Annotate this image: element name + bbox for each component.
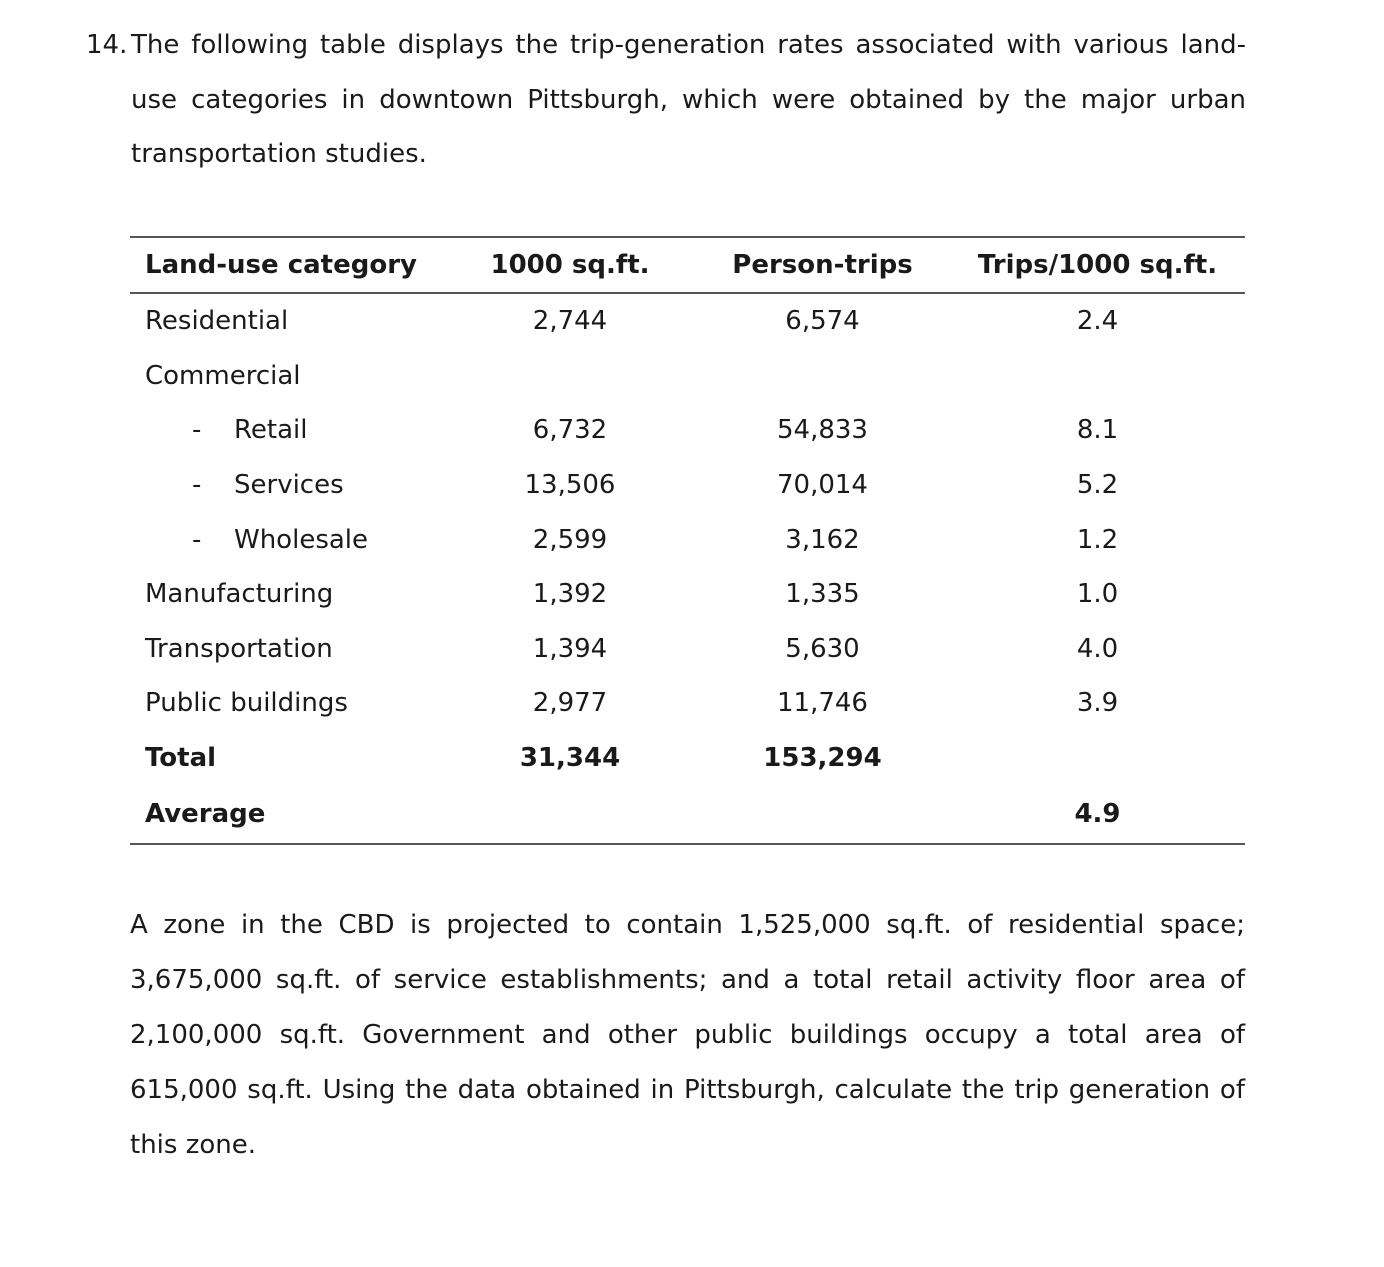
cell-area: 2,599 xyxy=(532,524,608,555)
cell-area: 13,506 xyxy=(524,470,616,501)
cell-category: Total xyxy=(145,743,217,774)
problem-statement: A zone in the CBD is projected to contain 1,525,000 sq.ft. of residential space; 3,675,000 sq.ft. of service establishments; and a total retail activity floor area of 2,100,000 sq.ft. Government and other public buildings occupy a total area of 615,000 sq.ft. Using the data obtained in Pittsburgh, calculate the trip generation of this zone. xyxy=(130,910,1245,1160)
cell-rate: 8.1 xyxy=(1076,415,1119,446)
cell-category-sub xyxy=(130,512,445,567)
cell-category: Wholesale xyxy=(234,524,369,555)
cell-area: 1,392 xyxy=(532,579,608,610)
cell-trips xyxy=(695,785,950,844)
cell-rate: 5.2 xyxy=(1076,470,1119,501)
cell-category: Commercial xyxy=(145,360,301,391)
trip-generation-table xyxy=(130,236,1245,845)
header-land-use: Land-use category xyxy=(145,250,417,280)
cell-rate: 1.0 xyxy=(1076,579,1119,610)
cell-area xyxy=(445,349,695,404)
table-row xyxy=(130,676,1245,731)
cell-rate: 4.9 xyxy=(1074,799,1121,830)
cell-rate: 2.4 xyxy=(1076,306,1119,337)
table-row xyxy=(130,567,1245,622)
question-number: 14. xyxy=(86,30,128,60)
cell-trips: 70,014 xyxy=(777,470,868,501)
cell-category: Residential xyxy=(145,306,289,337)
cell-trips: 3,162 xyxy=(785,524,860,555)
cell-category-sub xyxy=(130,458,445,513)
cell-rate: 1.2 xyxy=(1076,524,1119,555)
header-rate: Trips/1000 sq.ft. xyxy=(977,250,1218,280)
header-person-trips: Person-trips xyxy=(732,250,913,280)
sub-dash: - xyxy=(192,524,202,555)
table-header-row xyxy=(130,237,1245,293)
sub-dash: - xyxy=(192,470,202,501)
cell-area: 2,977 xyxy=(532,688,608,719)
cell-trips: 6,574 xyxy=(785,306,860,337)
cell-category: Retail xyxy=(234,415,308,446)
cell-trips: 153,294 xyxy=(763,743,882,774)
cell-category: Transportation xyxy=(145,633,333,664)
cell-category: Average xyxy=(145,799,266,830)
cell-category: Public buildings xyxy=(145,688,348,719)
cell-area xyxy=(445,785,695,844)
cell-category: Services xyxy=(234,470,344,501)
question-paragraph xyxy=(86,18,1246,182)
cell-rate xyxy=(950,349,1245,404)
table-row xyxy=(130,458,1245,513)
cell-category-sub xyxy=(130,403,445,458)
table-row xyxy=(130,403,1245,458)
cell-area: 1,394 xyxy=(532,633,608,664)
cell-trips xyxy=(695,349,950,404)
sub-dash: - xyxy=(192,415,202,446)
cell-trips: 54,833 xyxy=(777,415,868,446)
cell-area: 6,732 xyxy=(532,415,608,446)
cell-trips: 11,746 xyxy=(777,688,868,719)
cell-category: Manufacturing xyxy=(145,579,334,610)
table-row xyxy=(130,622,1245,677)
table-row-total xyxy=(130,731,1245,786)
cell-rate xyxy=(950,731,1245,786)
table-row xyxy=(130,512,1245,567)
table-row-average xyxy=(130,785,1245,844)
header-area: 1000 sq.ft. xyxy=(490,250,650,280)
cell-trips: 1,335 xyxy=(785,579,860,610)
table-row xyxy=(130,293,1245,349)
cell-trips: 5,630 xyxy=(785,633,860,664)
cell-rate: 3.9 xyxy=(1076,688,1119,719)
cell-area: 31,344 xyxy=(519,743,621,774)
question-text: The following table displays the trip-generation rates associated with various land-use categories in downtown Pittsburgh, which were obtained by the major urban transportation studies. xyxy=(131,30,1246,169)
table-row xyxy=(130,349,1245,404)
cell-area: 2,744 xyxy=(532,306,608,337)
cell-rate: 4.0 xyxy=(1076,633,1119,664)
